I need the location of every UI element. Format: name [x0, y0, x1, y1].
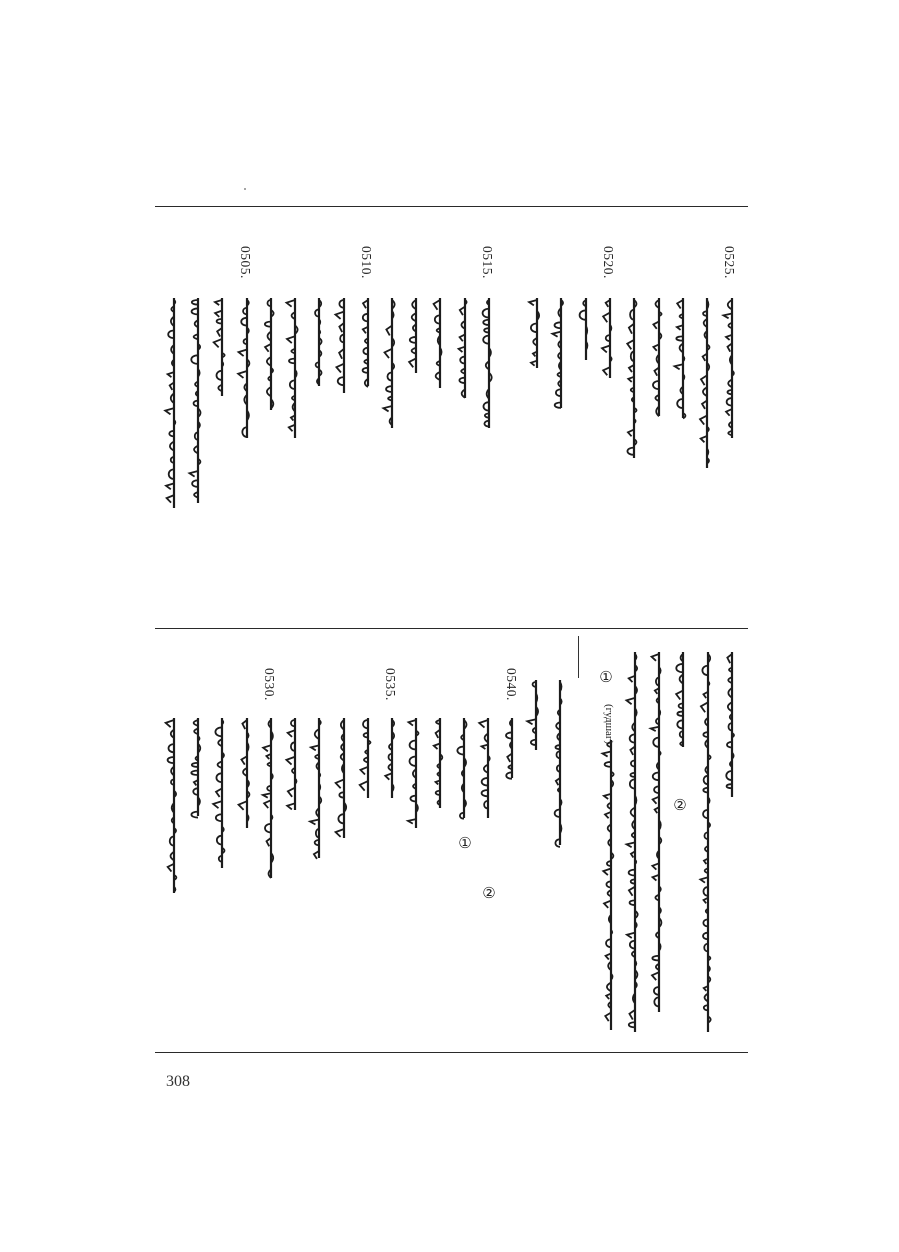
- script-line: [238, 298, 253, 438]
- footnote-marker: ②: [480, 884, 498, 902]
- script-line: [359, 718, 374, 798]
- footnote-marker: ①: [597, 668, 615, 686]
- footnote-separator: [578, 636, 579, 678]
- script-line: [189, 718, 204, 816]
- script-line: [407, 718, 422, 828]
- script-line: [551, 680, 566, 845]
- script-line: [723, 298, 738, 438]
- script-line: [650, 652, 665, 1012]
- footnote-cyrillic-gloss: (гудшаг): [603, 704, 615, 745]
- script-line: [456, 298, 471, 398]
- verse-number: 0515.: [480, 246, 495, 279]
- script-line: [577, 298, 592, 360]
- script-line: [238, 718, 253, 828]
- footnote-marker: ②: [671, 796, 689, 814]
- scan-speck: [244, 188, 246, 190]
- verse-number: 0540.: [504, 668, 519, 701]
- script-line: [503, 718, 518, 778]
- script-line: [479, 718, 494, 818]
- script-line: [552, 298, 567, 408]
- verse-number: 0525.: [722, 246, 737, 279]
- script-line: [165, 298, 180, 508]
- script-line: [213, 298, 228, 396]
- script-line: [699, 652, 714, 1032]
- script-line: [335, 298, 350, 393]
- script-line: [674, 652, 689, 747]
- script-line: [335, 718, 350, 838]
- verse-number: 0505.: [238, 246, 253, 279]
- bottom-rule: [155, 1052, 748, 1053]
- script-line: [527, 680, 542, 750]
- script-line: [602, 740, 617, 1030]
- script-line: [407, 298, 422, 373]
- script-line: [310, 298, 325, 386]
- script-line: [165, 718, 180, 893]
- script-line: [213, 718, 228, 868]
- verse-number: 0530.: [262, 668, 277, 701]
- script-line: [286, 298, 301, 438]
- script-line: [262, 718, 277, 878]
- script-line: [359, 298, 374, 386]
- script-line: [262, 298, 277, 410]
- verse-number: 0535.: [383, 668, 398, 701]
- script-line: [528, 298, 543, 368]
- script-line: [383, 298, 398, 428]
- verse-number: 0520.: [601, 246, 616, 279]
- script-line: [431, 298, 446, 388]
- script-line: [674, 298, 689, 418]
- script-line: [723, 652, 738, 797]
- script-line: [286, 718, 301, 810]
- page-number: 308: [166, 1073, 190, 1090]
- script-line: [480, 298, 495, 428]
- verse-number: 0510.: [359, 246, 374, 279]
- script-line: [431, 718, 446, 808]
- footnote-marker: ①: [456, 834, 474, 852]
- script-line: [310, 718, 325, 858]
- script-line: [650, 298, 665, 416]
- script-line: [189, 298, 204, 503]
- top-rule: [155, 206, 748, 207]
- script-line: [601, 298, 616, 378]
- script-line: [625, 298, 640, 458]
- script-line: [455, 718, 470, 818]
- script-line: [698, 298, 713, 468]
- script-line: [383, 718, 398, 798]
- middle-rule: [155, 628, 748, 629]
- script-line: [626, 652, 641, 1032]
